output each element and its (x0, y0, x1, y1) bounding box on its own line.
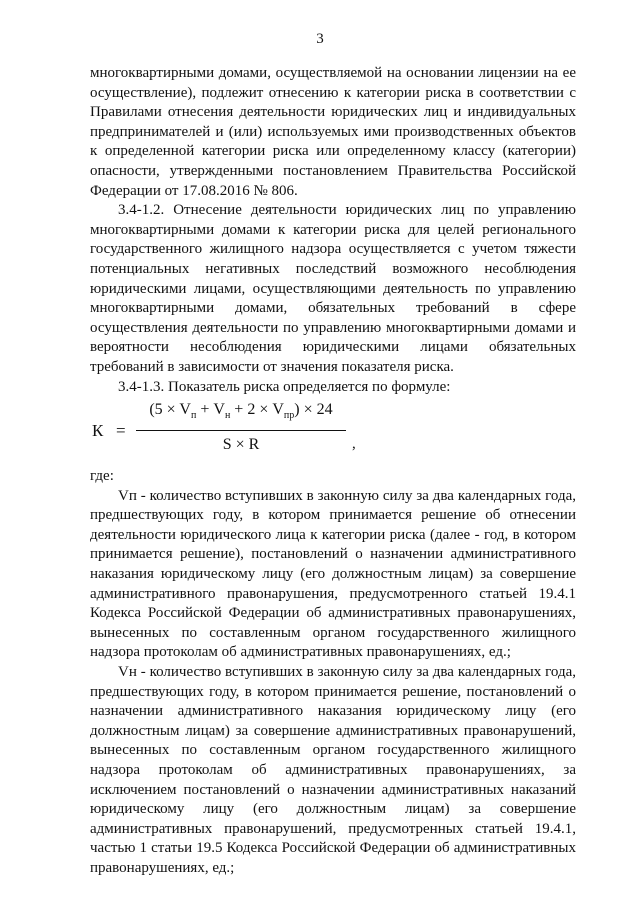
formula-equals: = (116, 421, 126, 441)
paragraph: 3.4-1.3. Показатель риска определяется по формуле: (118, 378, 451, 395)
fraction-bar (136, 430, 346, 431)
paragraph: Vп - количество вступивших в законную силу за два календарных года, предшествующих году, в котором принимается решение об отнесении деятельности юридического лица к категории риска (далее - год, в котором принимается решение), постановлений о назначении административного наказания юридическому лицу (его должностным лицам) за совершение административного правонарушения, предусмотренного статьей 19.4.1 Кодекса Российской Федерации об административных правонарушениях, вынесенных по составленным органом государственного жилищного надзора протоколам об административных правонарушениях, ед.; (90, 487, 576, 661)
paragraph: Vн - количество вступивших в законную силу за два календарных года, предшествующих году, в котором принимается решение, постановлений о назначении административного наказания юридическому лицу (его должностным лицам) за совершение административных правонарушений, вынесенных по составленным органом государственного жилищного надзора протоколам об административных правонарушениях, за исключением постановлений о назначении административных наказаний юридическому лицу (его должностным лицам) за совершение административных правонарушений, предусмотренных статьей 19.4.1, частью 1 статьи 19.5 Кодекса Российской Федерации об административных правонарушениях, ед.; (90, 664, 576, 876)
formula-lhs: К (92, 421, 104, 441)
formula-fraction (136, 399, 346, 456)
risk-formula (90, 399, 576, 461)
paragraph: 3.4-1.2. Отнесение деятельности юридических лиц по управлению многоквартирными домами к категории риска для целей регионального государственного жилищного надзора осуществляется с учетом тяжести потенциальных негативных последствий возможного несоблюдения юридическими лицами, осуществляющими деятельность по управлению многоквартирными домами, обязательных требований в сфере осуществления деятельности по управлению многоквартирными домами и вероятности несоблюдения юридическими лицами обязательных требований в зависимости от значения показателя риска. (90, 202, 576, 375)
paragraph: многоквартирными домами, осуществляемой на основании лицензии на ее осуществление), подлежит отнесению к категории риска в соответствии с Правилами отнесения деятельности юридических лиц и индивидуальных предпринимателей и (или) используемых ими производственных объектов к определенной категории риска или определенному классу (категории) опасности, утвержденными постановлением Правительства Российской Федерации от 17.08.2016 № 806. (90, 65, 576, 199)
formula-denominator: S × R (222, 436, 260, 454)
formula-comma: , (352, 436, 356, 453)
page-number: 3 (316, 31, 324, 47)
where-label: где: (90, 468, 114, 485)
formula-numerator: $(5 \times V_п + V_н + 2 \times V_{пр}) \times 24$ (149, 401, 333, 422)
document-body (90, 64, 576, 879)
